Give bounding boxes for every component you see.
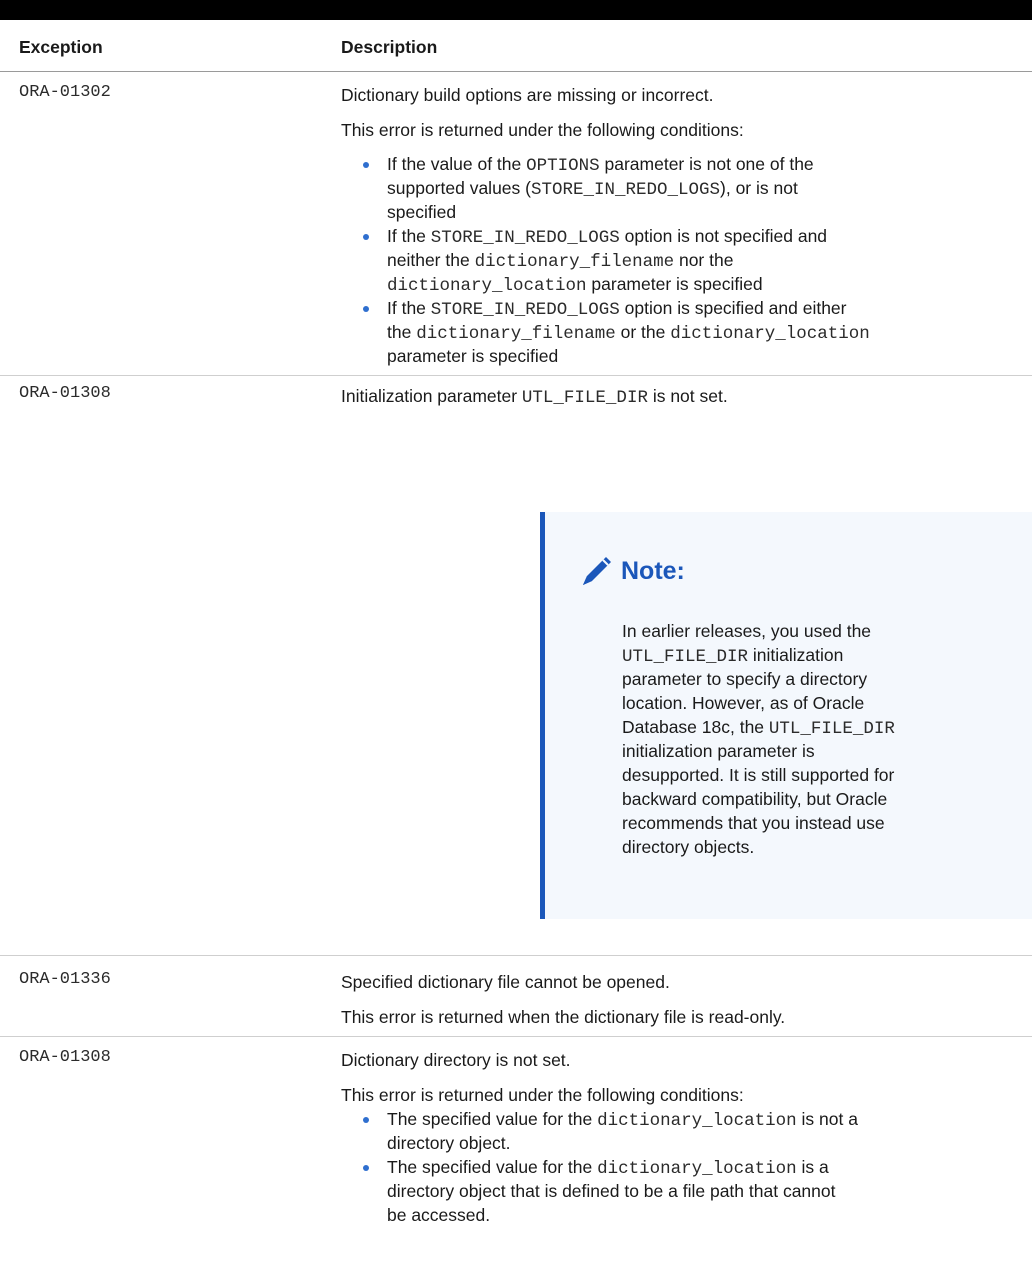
description-text: Initialization parameter UTL_FILE_DIR is not set. [341, 386, 728, 408]
bullet-line: directory object. [387, 1133, 511, 1153]
conditions-intro: This error is returned under the following conditions: [341, 1085, 744, 1105]
bullet-line: specified [387, 202, 457, 222]
bullet-icon [363, 162, 369, 168]
header-divider [0, 71, 1032, 72]
header-exception: Exception [19, 37, 103, 57]
bullet-line: If the STORE_IN_REDO_LOGS option is not specified and [387, 226, 828, 248]
note-text-line: In earlier releases, you used the [622, 621, 872, 641]
bullet-line: supported values (STORE_IN_REDO_LOGS), or is not [387, 178, 798, 200]
top-rule [0, 0, 1032, 20]
note-text-line: location. However, as of Oracle [622, 693, 865, 713]
bullet-icon [363, 306, 369, 312]
note-text-line: UTL_FILE_DIR initialization [622, 645, 844, 667]
description-detail: This error is returned when the dictionary file is read-only. [341, 1007, 786, 1027]
description-text: Dictionary directory is not set. [341, 1050, 571, 1070]
note-title: Note: [621, 557, 685, 585]
note-text-line: recommends that you instead use [622, 813, 885, 833]
bullet-line: the dictionary_filename or the dictionary_location [387, 322, 870, 344]
exception-code: ORA-01308 [19, 384, 111, 403]
bullet-icon [363, 1117, 369, 1123]
bullet-line: neither the dictionary_filename nor the [387, 250, 734, 272]
exception-code: ORA-01302 [19, 83, 111, 102]
note-text-line: Database 18c, the UTL_FILE_DIR [622, 717, 895, 739]
note-text-line: directory objects. [622, 837, 755, 857]
note-text-line: initialization parameter is [622, 741, 815, 761]
bullet-line: The specified value for the dictionary_location is not a [387, 1109, 858, 1131]
bullet-line: The specified value for the dictionary_location is a [387, 1157, 829, 1179]
bullet-line: If the STORE_IN_REDO_LOGS option is specified and either [387, 298, 847, 320]
bullet-line: directory object that is defined to be a file path that cannot [387, 1181, 836, 1201]
row-divider [0, 375, 1032, 376]
row-divider [0, 955, 1032, 956]
bullet-line: dictionary_location parameter is specified [387, 274, 763, 296]
row-divider [0, 1036, 1032, 1037]
note-text-line: backward compatibility, but Oracle [622, 789, 888, 809]
description-text: Dictionary build options are missing or incorrect. [341, 85, 714, 105]
pencil-icon [579, 553, 615, 589]
bullet-line: be accessed. [387, 1205, 491, 1225]
bullet-icon [363, 234, 369, 240]
bullet-icon [363, 1165, 369, 1171]
header-description: Description [341, 37, 438, 57]
conditions-intro: This error is returned under the following conditions: [341, 120, 744, 140]
description-text: Specified dictionary file cannot be opened. [341, 972, 670, 992]
exception-code: ORA-01308 [19, 1048, 111, 1067]
note-text-line: parameter to specify a directory [622, 669, 868, 689]
note-text-line: desupported. It is still supported for [622, 765, 895, 785]
bullet-line: If the value of the OPTIONS parameter is not one of the [387, 154, 814, 176]
bullet-line: parameter is specified [387, 346, 559, 366]
exception-code: ORA-01336 [19, 970, 111, 989]
